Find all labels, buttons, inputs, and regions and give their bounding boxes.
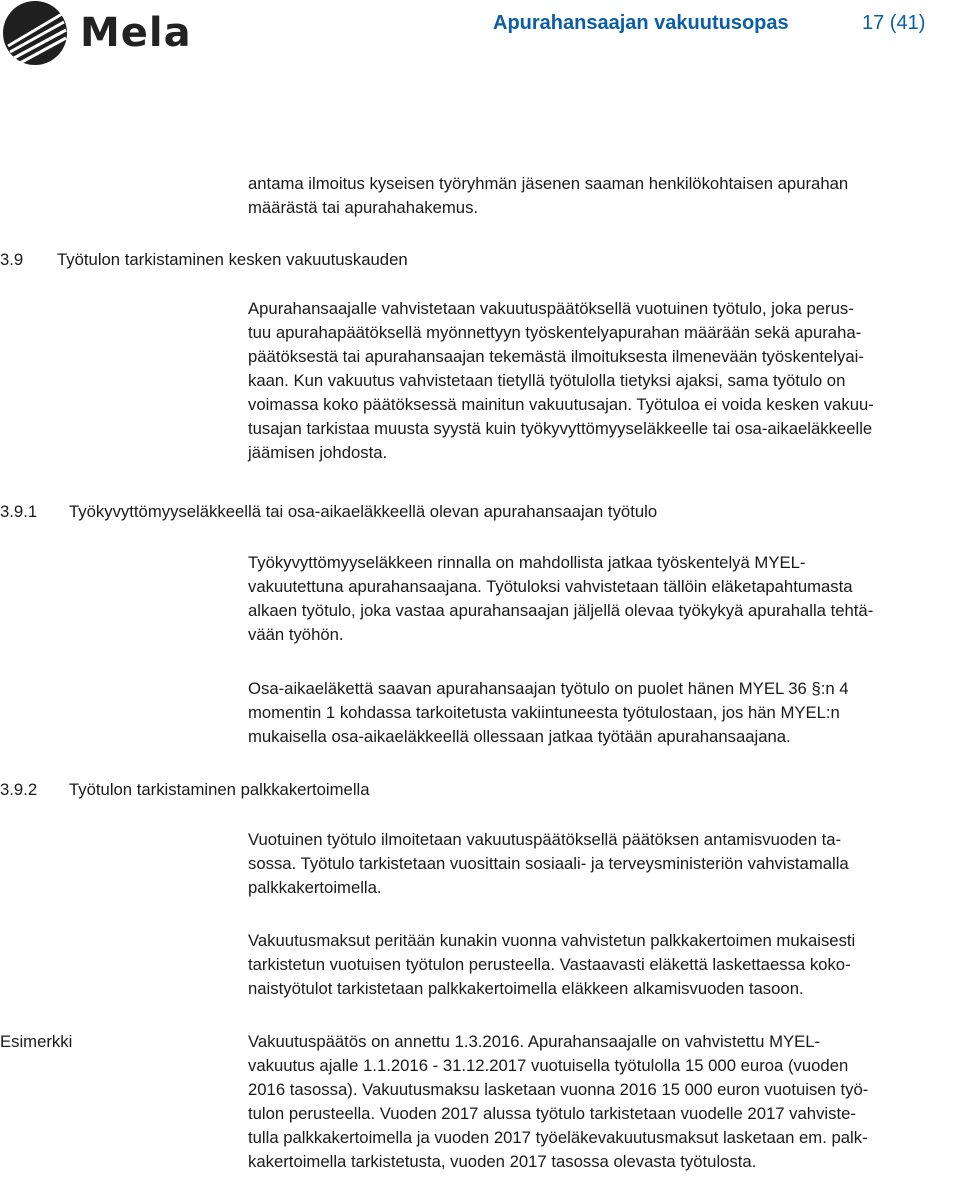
section-3-9-1-number: 3.9.1 <box>0 502 38 521</box>
text-line: naistyötulot tarkistetaan palkkakertoimella eläkkeen alkamisvuoden tasoon. <box>248 979 804 998</box>
text-line: jäämisen johdosta. <box>248 443 388 462</box>
text-line: kaan. Kun vakuutus vahvistetaan tietyllä työtulolla tietyksi ajaksi, sama työtulo on <box>248 371 846 390</box>
text-line: palkkakertoimella. <box>248 878 382 897</box>
section-3-9-number: 3.9 <box>0 250 24 269</box>
intro-continuation-paragraph <box>248 172 960 220</box>
example-label: Esimerkki <box>0 1032 73 1051</box>
example-paragraph <box>248 1030 960 1174</box>
text-line: Vakuutusmaksut peritään kunakin vuonna vahvistetun palkkakertoimen mukaisesti <box>248 931 856 950</box>
text-line: tuu apurahapäätöksellä myönnettyyn työskentelyapurahan määrään sekä apuraha- <box>248 323 862 342</box>
text-line: mukaisella osa-aikaeläkkeellä ollessaan jatkaa työtään apurahansaajana. <box>248 727 791 746</box>
section-3-9-paragraph <box>248 297 960 465</box>
text-line: kakertoimella tarkistetusta, vuoden 2017 tasossa olevasta työtulosta. <box>248 1152 757 1171</box>
page-number: 17 (41) <box>862 12 926 34</box>
text-line: tulla palkkakertoimella ja vuoden 2017 työeläkevakuutusmaksut lasketaan em. palk- <box>248 1128 868 1147</box>
text-line: momentin 1 kohdassa tarkoitetusta vakiintuneesta työtulostaan, jos hän MYEL:n <box>248 703 840 722</box>
text-line: vään työhön. <box>248 625 344 644</box>
text-line: tarkistetun vuotuisen työtulon perusteella. Vastaavasti eläkettä laskettaessa koko- <box>248 955 851 974</box>
text-line: Vuotuinen työtulo ilmoitetaan vakuutuspäätöksellä päätöksen antamisvuoden ta- <box>248 830 842 849</box>
document-title: Apurahansaajan vakuutusopas <box>493 12 789 34</box>
section-3-9-2-number: 3.9.2 <box>0 780 38 799</box>
text-line: antama ilmoitus kyseisen työryhmän jäsenen saaman henkilökohtaisen apurahan <box>248 174 849 193</box>
text-line: Osa-aikaeläkettä saavan apurahansaajan työtulo on puolet hänen MYEL 36 §:n 4 <box>248 679 849 698</box>
mela-logo-icon <box>0 0 72 70</box>
text-line: määrästä tai apurahahakemus. <box>248 198 479 217</box>
section-3-9-1-title: Työkyvyttömyyseläkkeellä tai osa-aikaeläkkeellä olevan apurahansaajan työtulo <box>69 502 658 521</box>
text-line: vakuutus ajalle 1.1.2016 - 31.12.2017 vuotuisella työtulolla 15 000 euroa (vuoden <box>248 1056 849 1075</box>
section-3-9-title: Työtulon tarkistaminen kesken vakuutuskauden <box>57 250 408 269</box>
text-line: 2016 tasossa). Vakuutusmaksu lasketaan vuonna 2016 15 000 euron vuotuisen työ- <box>248 1080 869 1099</box>
section-3-9-2-paragraph-1 <box>248 828 960 900</box>
section-3-9-1-paragraph-2 <box>248 677 960 749</box>
text-line: Työkyvyttömyyseläkkeen rinnalla on mahdollista jatkaa työskentelyä MYEL- <box>248 553 806 572</box>
section-3-9-1-paragraph-1 <box>248 551 960 647</box>
text-line: tulon perusteella. Vuoden 2017 alussa työtulo tarkistetaan vuodelle 2017 vahviste- <box>248 1104 856 1123</box>
section-3-9-2-paragraph-2 <box>248 929 960 1001</box>
text-line: alkaen työtulo, joka vastaa apurahansaajan jäljellä olevaa työkykyä apurahalla tehtä- <box>248 601 874 620</box>
text-line: sossa. Työtulo tarkistetaan vuosittain sosiaali- ja terveysministeriön vahvistamalla <box>248 854 849 873</box>
text-line: tusajan tarkistaa muusta syystä kuin työkyvyttömyyseläkkeelle tai osa-aikaeläkkeelle <box>248 419 873 438</box>
text-line: voimassa koko päätöksessä mainitun vakuutusajan. Työtuloa ei voida kesken vakuu- <box>248 395 874 414</box>
text-line: Vakuutuspäätös on annettu 1.3.2016. Apurahansaajalle on vahvistettu MYEL- <box>248 1032 821 1051</box>
text-line: päätöksestä tai apurahansaajan tekemästä ilmoituksesta ilmenevään työskentelyai- <box>248 347 864 366</box>
text-line: vakuutettuna apurahansaajana. Työtuloksi vahvistetaan tällöin eläketapahtumasta <box>248 577 853 596</box>
section-3-9-2-title: Työtulon tarkistaminen palkkakertoimella <box>69 780 370 799</box>
logo-wordmark: Mela <box>80 10 192 56</box>
text-line: Apurahansaajalle vahvistetaan vakuutuspäätöksellä vuotuinen työtulo, joka perus- <box>248 299 854 318</box>
